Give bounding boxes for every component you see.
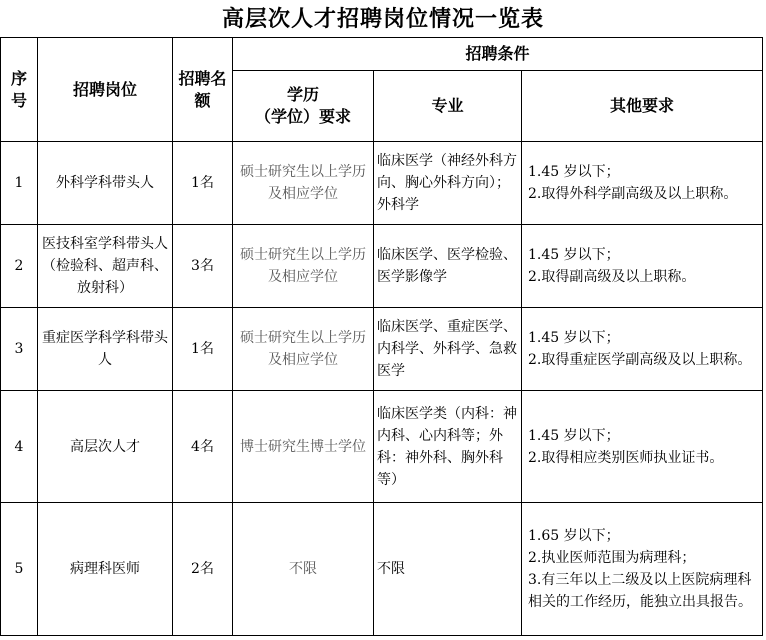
header-row-1 [1, 38, 763, 71]
header-quota: 招聘名额 [173, 38, 233, 142]
row-other-line: 2.取得副高级及以上职称。 [528, 269, 696, 285]
row-other-line: 2.取得重症医学副高级及以上职称。 [528, 352, 752, 368]
row-position: 外科学科带头人 [38, 142, 173, 225]
row-education: 硕士研究生以上学历及相应学位 [233, 142, 374, 225]
row-position: 高层次人才 [38, 391, 173, 503]
row-other-line: 1.45 岁以下； [528, 427, 620, 444]
row-index: 2 [1, 225, 38, 308]
header-major: 专业 [374, 71, 522, 142]
row-other-line: 2.取得相应类别医师执业证书。 [528, 449, 724, 466]
table-row [1, 391, 763, 503]
row-education: 不限 [233, 503, 374, 636]
row-other-line: 1.45 岁以下； [528, 330, 620, 346]
row-major: 临床医学类（内科：神内科、心内科等；外科：神外科、胸外科等） [374, 391, 522, 503]
row-index: 3 [1, 308, 38, 391]
header-education-line-2: （学位）要求 [254, 107, 351, 126]
table-row [1, 225, 763, 308]
row-other-line: 1.65 岁以下； [528, 528, 620, 544]
row-other-line: 1.45 岁以下； [528, 164, 620, 180]
row-education: 硕士研究生以上学历及相应学位 [233, 308, 374, 391]
row-quota: 4名 [173, 391, 233, 503]
row-position: 重症医学科学科带头人 [38, 308, 173, 391]
header-education [233, 71, 374, 142]
table-row [1, 308, 763, 391]
row-index: 5 [1, 503, 38, 636]
row-major: 临床医学（神经外科方向、胸心外科方向）；外科学 [374, 142, 522, 225]
row-other-line: 2.执业医师范围为病理科； [528, 550, 696, 566]
row-quota: 3名 [173, 225, 233, 308]
row-quota: 2名 [173, 503, 233, 636]
row-major: 不限 [374, 503, 522, 636]
row-other [522, 225, 763, 308]
page-title: 高层次人才招聘岗位情况一览表 [221, 6, 544, 32]
row-other [522, 308, 763, 391]
row-major: 临床医学、医学检验、医学影像学 [374, 225, 522, 308]
row-position: 医技科室学科带头人（检验科、超声科、放射科） [38, 225, 173, 308]
row-other-line: 1.45 岁以下； [528, 247, 620, 263]
row-index: 1 [1, 142, 38, 225]
row-other [522, 391, 763, 503]
row-major: 临床医学、重症医学、内科学、外科学、急救医学 [374, 308, 522, 391]
row-other-line: 3.有三年以上二级及以上医院病理科相关的工作经历，能独立出具报告。 [528, 572, 752, 610]
row-education: 博士研究生博士学位 [233, 391, 374, 503]
row-quota: 1名 [173, 142, 233, 225]
row-education: 硕士研究生以上学历及相应学位 [233, 225, 374, 308]
header-other: 其他要求 [522, 71, 763, 142]
recruitment-table [0, 37, 763, 636]
table-row [1, 503, 763, 636]
row-other [522, 503, 763, 636]
row-other-line: 2.取得外科学副高级及以上职称。 [528, 186, 738, 202]
table-row [1, 142, 763, 225]
header-position: 招聘岗位 [38, 38, 173, 142]
row-position: 病理科医师 [38, 503, 173, 636]
row-quota: 1名 [173, 308, 233, 391]
header-conditions: 招聘条件 [233, 38, 763, 71]
row-index: 4 [1, 391, 38, 503]
header-education-line-1: 学历 [286, 85, 319, 104]
header-index: 序号 [1, 38, 38, 142]
row-other [522, 142, 763, 225]
